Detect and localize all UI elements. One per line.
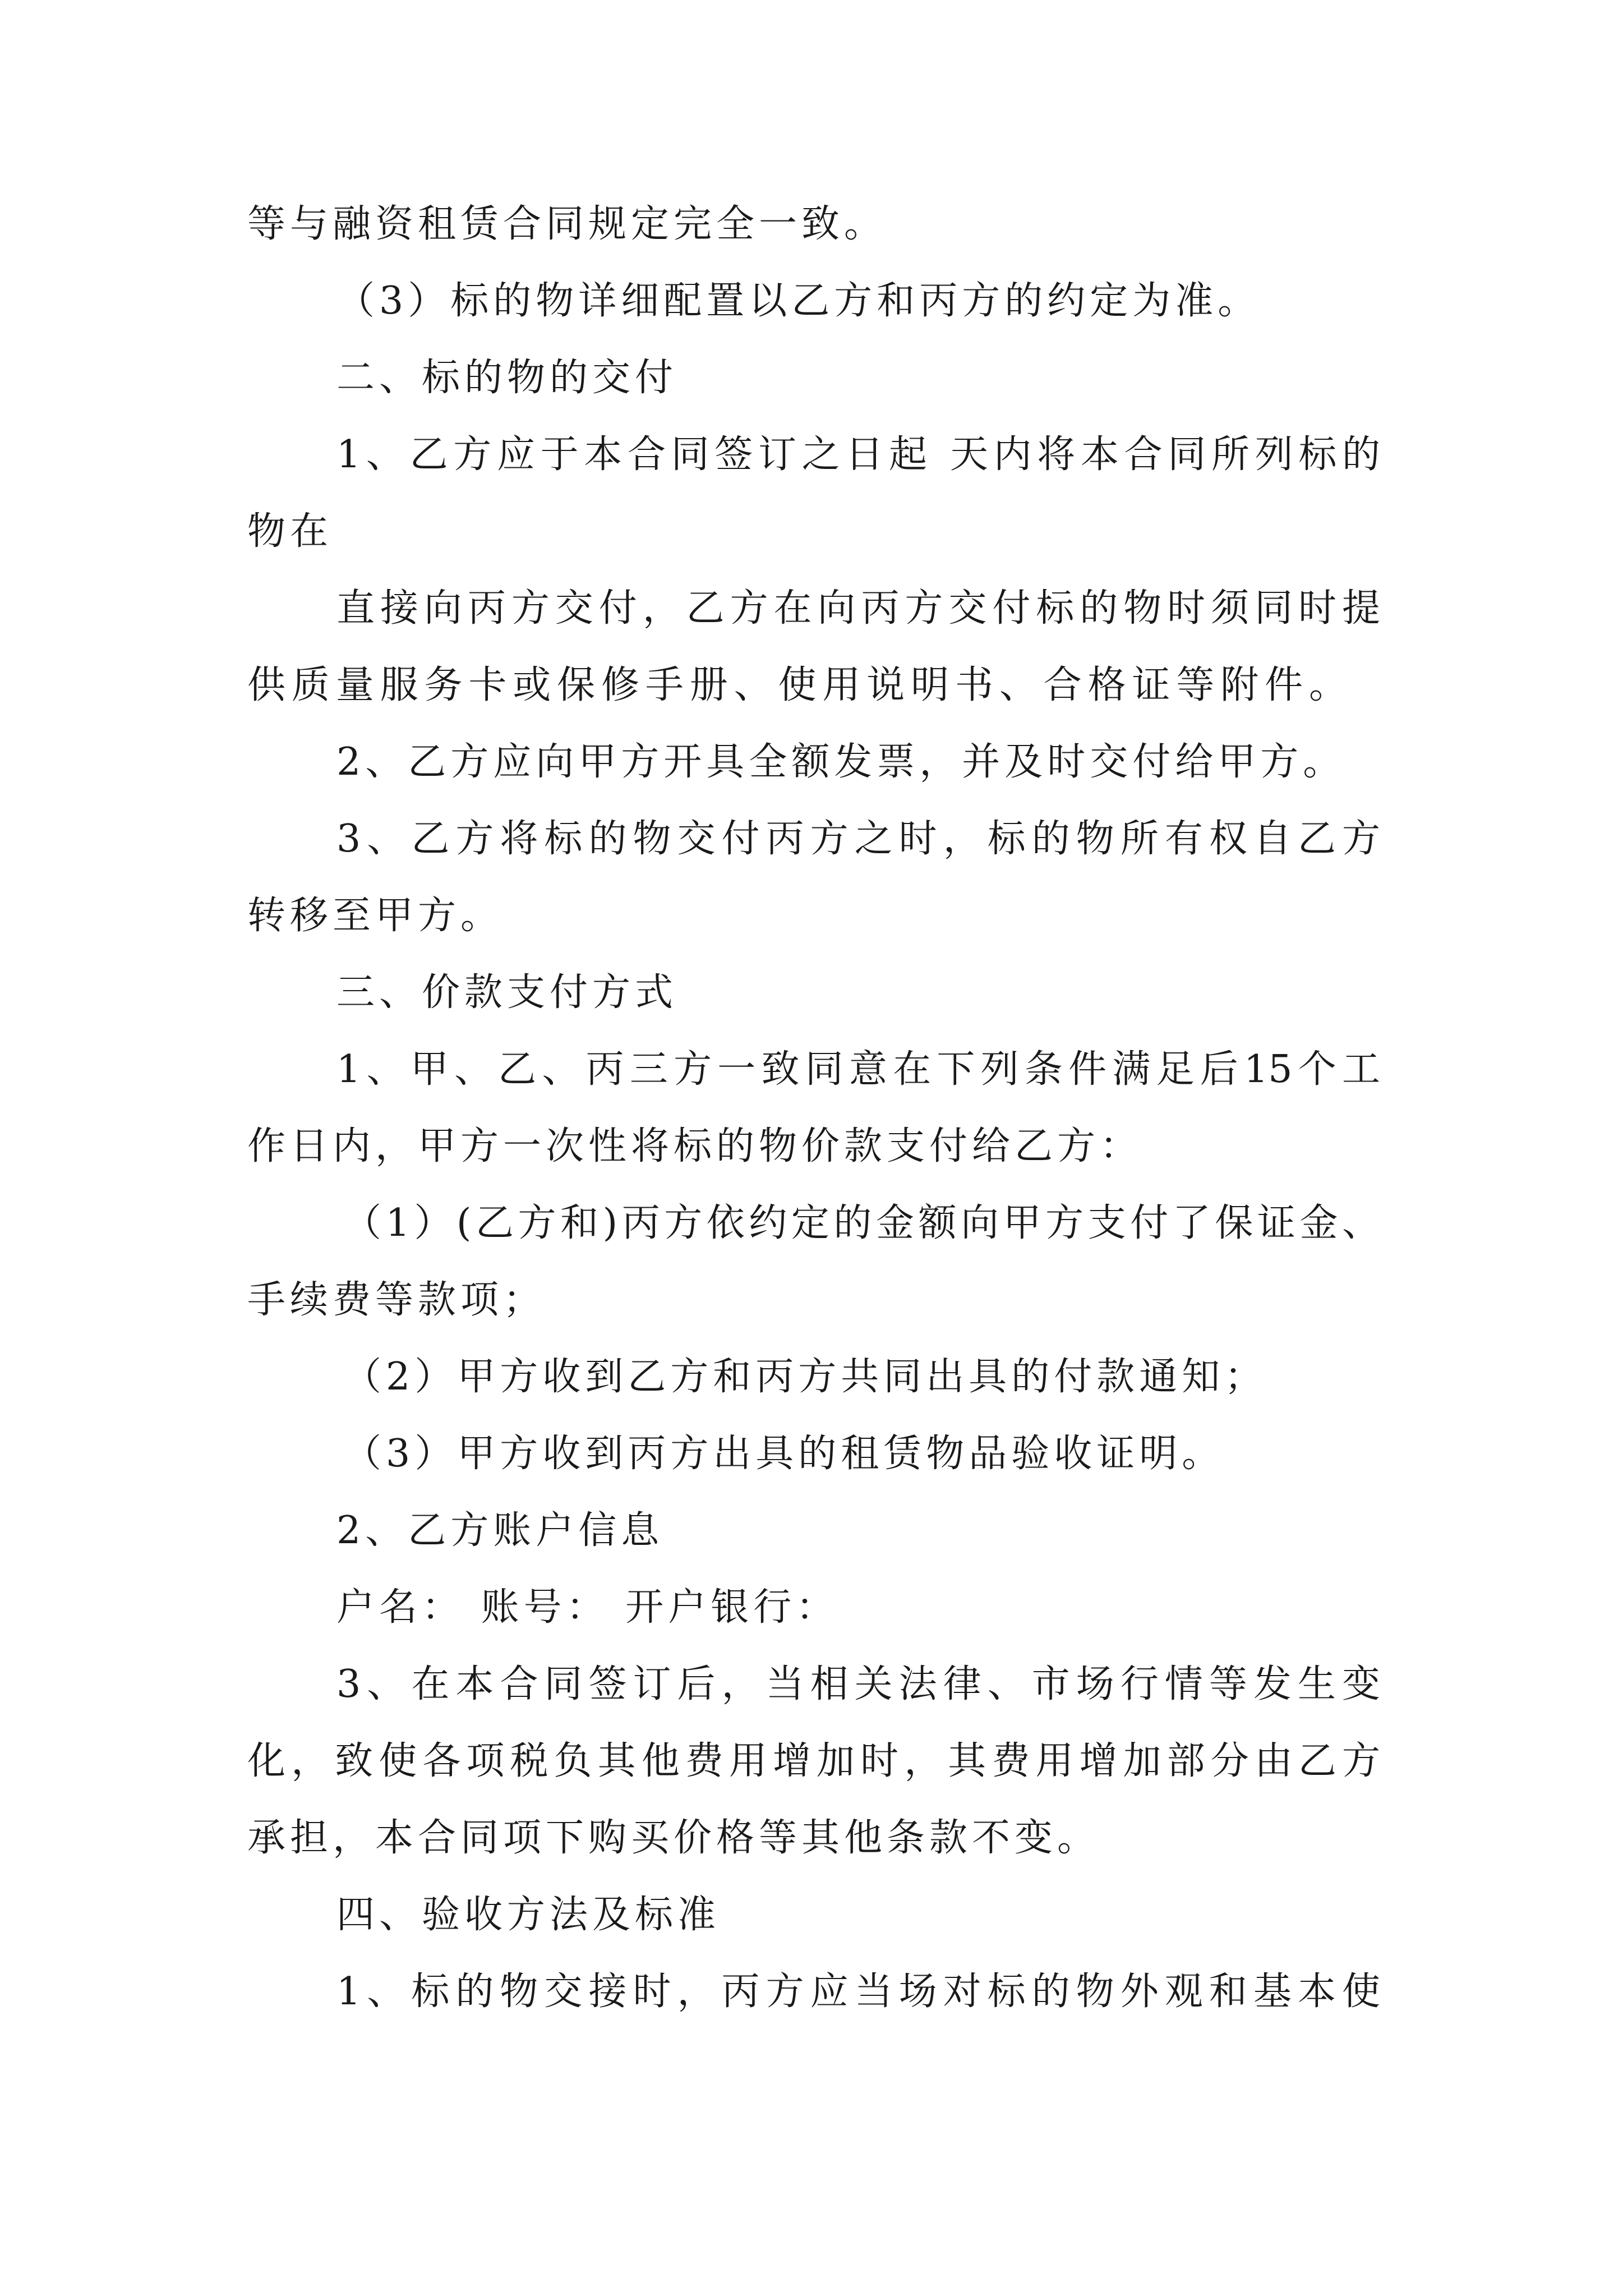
body-line: 2、乙方应向甲方开具全额发票，并及时交付给甲方。 xyxy=(336,740,1346,784)
body-line: 物在 xyxy=(247,509,333,554)
body-line: 作日内，甲方一次性将标的物价款支付给乙方： xyxy=(247,1124,1143,1168)
section-heading: 四、验收方法及标准 xyxy=(336,1893,721,1937)
body-line: 化，致使各项税负其他费用增加时，其费用增加部分由乙方 xyxy=(247,1739,1380,1783)
section-heading: 二、标的物的交付 xyxy=(336,356,678,400)
body-line: 转移至甲方。 xyxy=(247,894,504,938)
body-line: 等与融资租赁合同规定完全一致。 xyxy=(247,202,887,246)
body-line: 3、在本合同签订后，当相关法律、市场行情等发生变 xyxy=(336,1662,1380,1706)
body-line: （2）甲方收到乙方和丙方共同出具的付款通知； xyxy=(343,1355,1267,1399)
body-line: 1、标的物交接时，丙方应当场对标的物外观和基本使 xyxy=(336,1970,1380,2014)
body-line: 3、乙方将标的物交付丙方之时，标的物所有权自乙方 xyxy=(336,817,1380,861)
body-line: （3）甲方收到丙方出具的租赁物品验收证明。 xyxy=(343,1432,1225,1476)
body-line: 手续费等款项； xyxy=(247,1278,546,1322)
body-line: 1、甲、乙、丙三方一致同意在下列条件满足后15个工 xyxy=(336,1047,1380,1092)
body-line: 直接向丙方交付，乙方在向丙方交付标的物时须同时提 xyxy=(336,586,1380,631)
body-line: 承担，本合同项下购买价格等其他条款不变。 xyxy=(247,1816,1100,1860)
body-line: 2、乙方账户信息 xyxy=(336,1508,664,1553)
body-line: （3）标的物详细配置以乙方和丙方的约定为准。 xyxy=(336,279,1261,323)
section-heading: 三、价款支付方式 xyxy=(336,970,678,1015)
body-line: 供质量服务卡或保修手册、使用说明书、合格证等附件。 xyxy=(247,663,1347,707)
body-line: 户名： 账号： 开户银行： xyxy=(336,1585,839,1630)
body-line: （1）(乙方和)丙方依约定的金额向甲方支付了保证金、 xyxy=(343,1201,1380,1245)
body-line: 1、乙方应于本合同签订之日起 天内将本合同所列标的 xyxy=(336,432,1380,477)
